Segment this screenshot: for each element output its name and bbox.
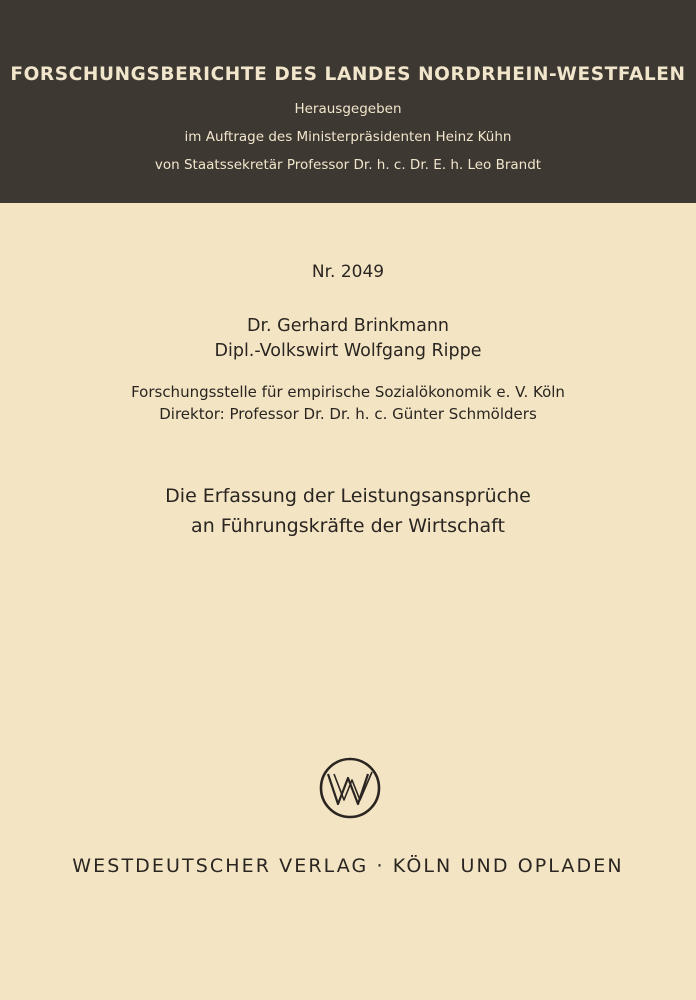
- publisher-imprint: WESTDEUTSCHER VERLAG · KÖLN UND OPLADEN: [72, 855, 624, 877]
- editor-line-1: Herausgegeben: [294, 101, 402, 117]
- editor-line-3: von Staatssekretär Professor Dr. h. c. Dr. E. h. Leo Brandt: [154, 157, 542, 173]
- book-title-line-1: Die Erfassung der Leistungsansprüche: [165, 485, 531, 507]
- report-number: Nr. 2049: [311, 262, 385, 282]
- institution-line-2: Direktor: Professor Dr. Dr. h. c. Günter Schmölders: [159, 405, 537, 423]
- author-2: Dipl.-Volkswirt Wolfgang Rippe: [214, 341, 482, 361]
- editor-line-2: im Auftrage des Ministerpräsidenten Heinz Kühn: [184, 129, 512, 145]
- author-1: Dr. Gerhard Brinkmann: [246, 316, 450, 336]
- institution-line-1: Forschungsstelle für empirische Sozialökonomik e. V. Köln: [131, 383, 565, 401]
- ww-monogram-logo-icon: [318, 756, 382, 820]
- series-header: [0, 0, 696, 203]
- series-title: FORSCHUNGSBERICHTE DES LANDES NORDRHEIN-WESTFALEN: [10, 64, 686, 85]
- book-title-line-2: an Führungskräfte der Wirtschaft: [191, 515, 505, 537]
